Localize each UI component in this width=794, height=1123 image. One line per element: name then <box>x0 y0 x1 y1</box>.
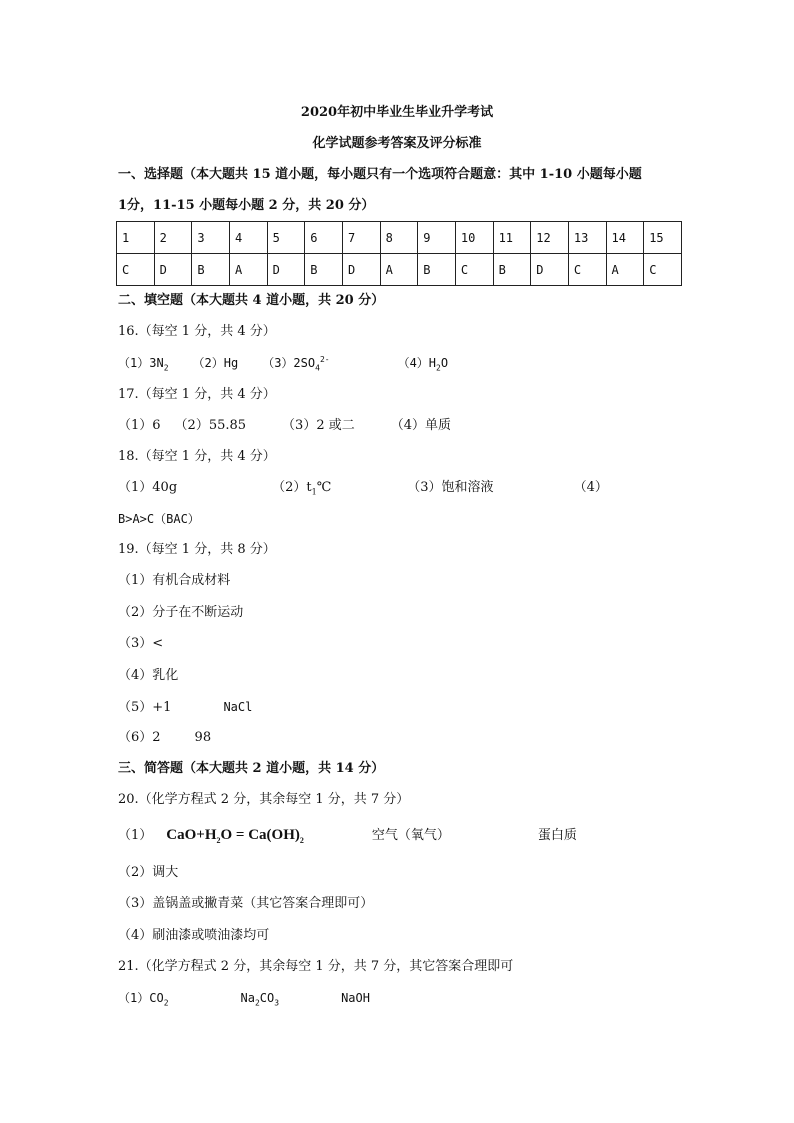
q21-a1: $(1)CO_2$ $Na_2CO_3$ NaOH <box>118 991 370 1008</box>
table-cell: 3 <box>192 222 230 254</box>
table-cell: 10 <box>455 222 493 254</box>
q21-label: 21.（化学方程式 2 分，其余每空 1 分，共 7 分，其它答案合理即可 <box>118 959 514 974</box>
table-cell: A <box>606 254 644 286</box>
q20-a1-c: 蛋白质 <box>537 828 577 843</box>
q17-a1: （1）6 <box>118 418 161 433</box>
table-row-numbers <box>117 222 682 254</box>
table-cell: B <box>305 254 343 286</box>
table-cell: B <box>418 254 456 286</box>
q17-a2: （2）55.85 <box>174 418 247 433</box>
table-cell: A <box>380 254 418 286</box>
q19-a3: （3）< <box>118 636 164 651</box>
table-cell: 7 <box>342 222 380 254</box>
table-cell: 14 <box>606 222 644 254</box>
table-cell: 13 <box>568 222 606 254</box>
q16-a3: $(3)2SO_4^{2-}$ <box>262 355 330 373</box>
q19-a2: （2）分子在不断运动 <box>118 605 244 620</box>
q19-a4: （4）乳化 <box>118 668 179 683</box>
q19-a5: （5）+1 NaCl <box>118 700 253 715</box>
answer-key-title: 化学试题参考答案及评分标准 <box>312 136 482 151</box>
table-cell: D <box>154 254 192 286</box>
q16-a1: $(1)3N_2$ <box>118 356 169 373</box>
q16-answers <box>118 354 448 372</box>
table-cell: 5 <box>267 222 305 254</box>
q20-label: 20.（化学方程式 2 分，其余每空 1 分，共 7 分） <box>118 792 410 807</box>
q18-label: 18.（每空 1 分，共 4 分） <box>118 449 276 464</box>
q17-a4: （4）单质 <box>390 418 452 433</box>
q20-equation: $CaO+H_2O = Ca(OH)_2$ <box>166 827 304 845</box>
table-cell: C <box>117 254 155 286</box>
table-cell: B <box>493 254 531 286</box>
q20-a1-b: 空气（氧气） <box>371 828 450 843</box>
table-cell: 8 <box>380 222 418 254</box>
table-cell: C <box>568 254 606 286</box>
q20-a4: （4）刷油漆或喷油漆均可 <box>118 928 270 943</box>
table-cell: B <box>192 254 230 286</box>
table-cell: 11 <box>493 222 531 254</box>
q18-a4-continued: B>A>C（BAC） <box>118 512 200 526</box>
section2-heading: 二、填空题（本大题共 4 道小题，共 20 分） <box>118 293 385 308</box>
q16-a4: $(4)H_2O$ <box>397 356 449 373</box>
q16-label: 16.（每空 1 分，共 4 分） <box>118 324 276 339</box>
table-cell: A <box>229 254 267 286</box>
q18-a3: （3）饱和溶液 <box>407 480 494 495</box>
choice-answer-table <box>116 221 682 286</box>
q20-a1: （1） $CaO+H_2O = Ca(OH)_2$ 空气（氧气） 蛋白质 <box>118 827 577 845</box>
q17-answers <box>118 417 451 435</box>
exam-title: 2020年初中毕业生毕业升学考试 <box>300 105 494 120</box>
table-cell: C <box>455 254 493 286</box>
table-cell: D <box>267 254 305 286</box>
q21-a3: NaOH <box>341 991 370 1005</box>
q18-a1: （1）40g <box>118 480 178 495</box>
q20-a2: （2）调大 <box>118 865 179 880</box>
table-cell: 2 <box>154 222 192 254</box>
table-cell: 4 <box>229 222 267 254</box>
section1-heading-line1: 一、选择题（本大题共 15 道小题，每小题只有一个选项符合题意：其中 1-10 小题每小题 <box>118 167 642 182</box>
table-cell: 6 <box>305 222 343 254</box>
q16-a2: （2）Hg <box>192 356 239 370</box>
q19-a1: （1）有机合成材料 <box>118 573 231 588</box>
section1-heading-line2: 1分，11-15 小题每小题 2 分，共 20 分） <box>118 198 375 213</box>
table-cell: 1 <box>117 222 155 254</box>
table-cell: 9 <box>418 222 456 254</box>
section3-heading: 三、简答题（本大题共 2 道小题，共 14 分） <box>118 761 385 776</box>
table-cell: 15 <box>644 222 682 254</box>
q19-a6: （6）2 98 <box>118 730 212 745</box>
q19-label: 19.（每空 1 分，共 8 分） <box>118 542 276 557</box>
q20-a3: （3）盖锅盖或撇青菜（其它答案合理即可） <box>118 896 374 911</box>
table-cell: C <box>644 254 682 286</box>
q17-a3: （3）2 或二 <box>282 418 355 433</box>
q18-a4: （4） <box>573 480 608 495</box>
q18-a2: $(2)t_1℃$ <box>272 480 332 497</box>
table-row-answers <box>117 254 682 286</box>
table-cell: D <box>531 254 569 286</box>
table-cell: D <box>342 254 380 286</box>
q17-label: 17.（每空 1 分，共 4 分） <box>118 387 276 402</box>
table-cell: 12 <box>531 222 569 254</box>
q21-a2: $Na_2CO_3$ <box>240 991 280 1008</box>
q18-answers <box>118 479 608 497</box>
